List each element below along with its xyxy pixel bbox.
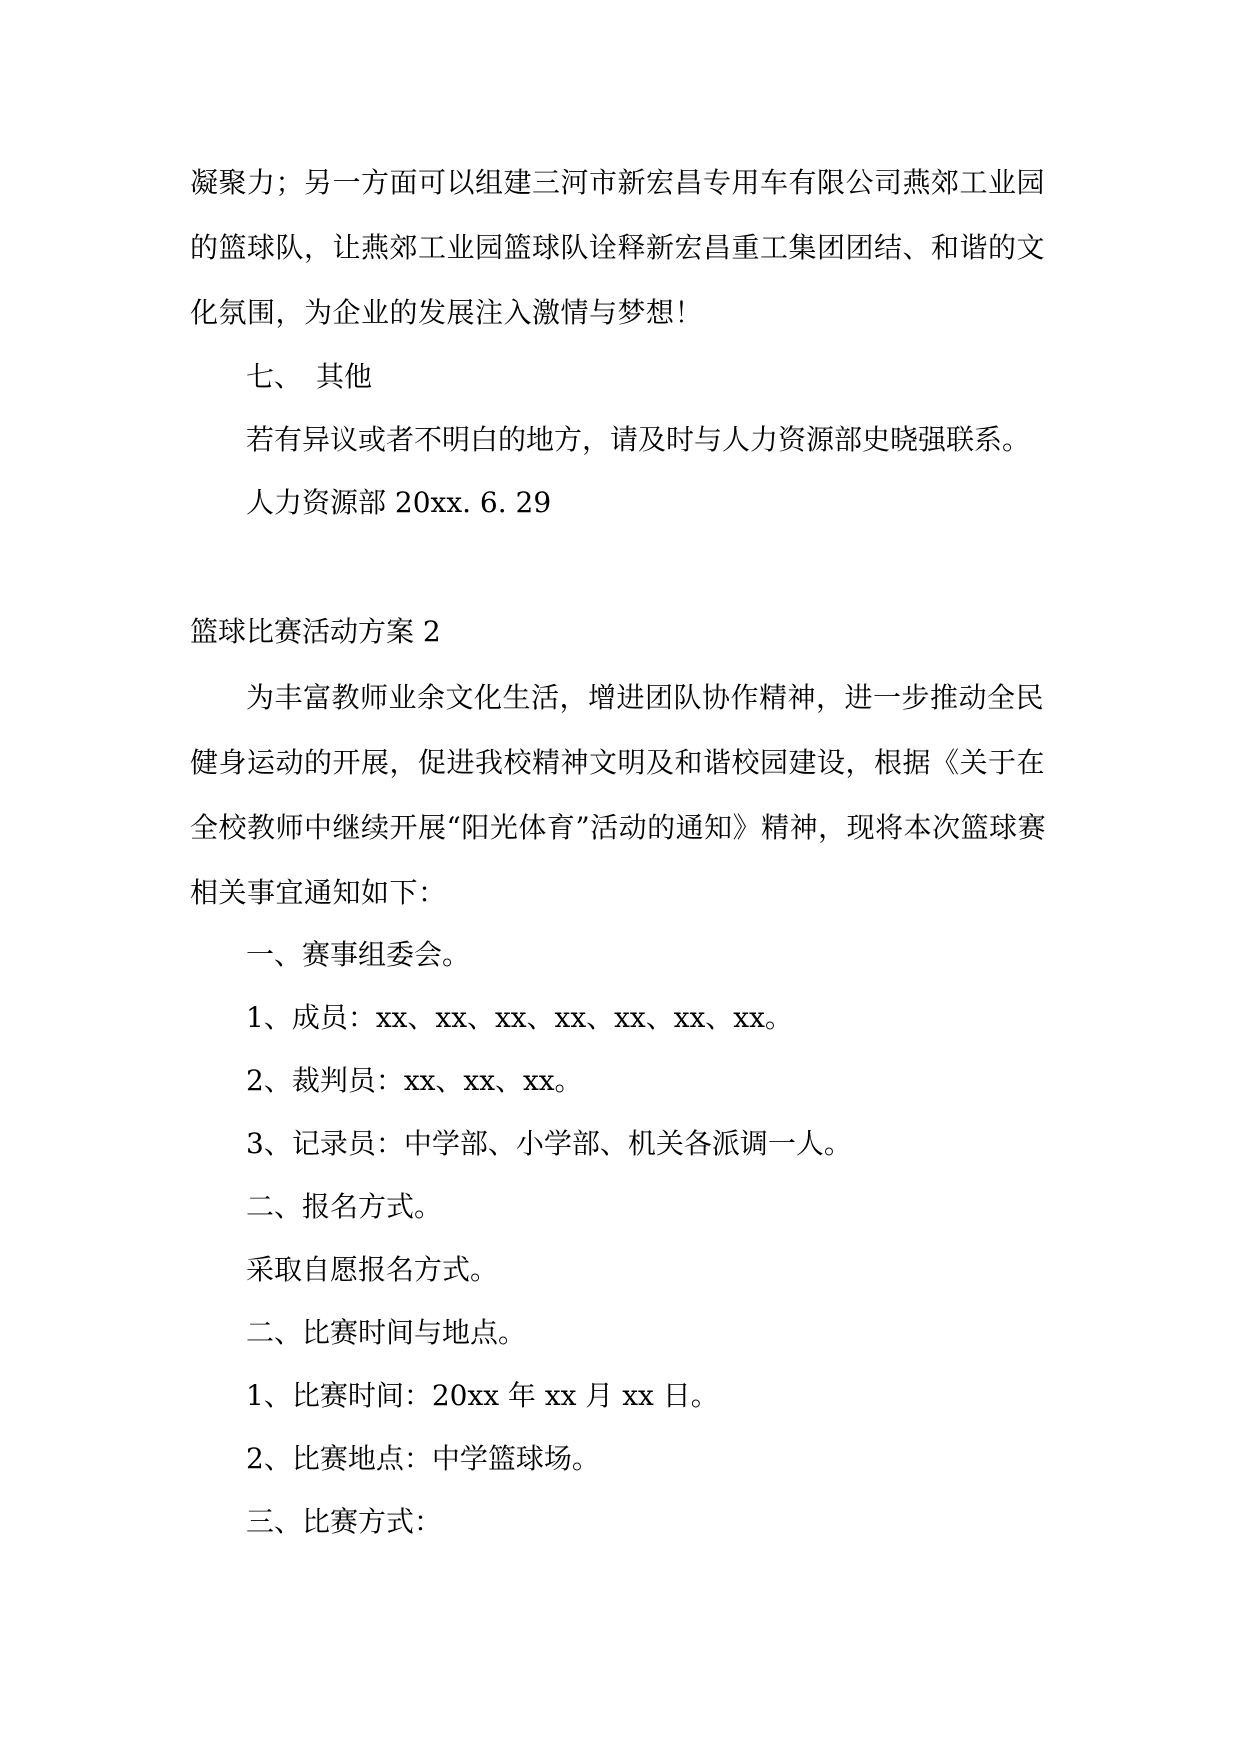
list-item: 3、记录员：中学部、小学部、机关各派调一人。 xyxy=(246,1127,852,1160)
contact-note: 若有异议或者不明白的地方，请及时与人力资源部史晓强联系。 xyxy=(246,423,1031,456)
list-item: 采取自愿报名方式。 xyxy=(246,1253,499,1286)
list-item: 二、比赛时间与地点。 xyxy=(246,1316,527,1349)
signature: 人力资源部 20xx. 6. 29 xyxy=(246,486,552,519)
list-item: 2、比赛地点：中学篮球场。 xyxy=(246,1442,600,1475)
intro-paragraph: 为丰富教师业余文化生活，增进团队协作精神，进一步推动全民健身运动的开展，促进我校精神文明及和谐校园建设，根据《关于在全校教师中继续开展“阳光体育”活动的通知》精神，现将本次篮球赛相关事宜通知如下： xyxy=(190,681,1047,909)
list-item: 2、裁判员：xx、xx、xx。 xyxy=(246,1064,583,1097)
list-item: 1、比赛时间：20xx 年 xx 月 xx 日。 xyxy=(246,1379,719,1412)
list-item: 一、赛事组委会。 xyxy=(246,938,471,971)
list-item: 1、成员：xx、xx、xx、xx、xx、xx、xx。 xyxy=(246,1001,793,1034)
section-heading-other: 七、 其他 xyxy=(246,360,373,393)
document-title: 篮球比赛活动方案 2 xyxy=(190,615,441,648)
paragraph-continuation: 凝聚力；另一方面可以组建三河市新宏昌专用车有限公司燕郊工业园的篮球队，让燕郊工业园篮球队诠释新宏昌重工集团团结、和谐的文化氛围，为企业的发展注入激情与梦想！ xyxy=(190,166,1046,329)
list-item: 三、比赛方式： xyxy=(246,1505,443,1538)
list-item: 二、报名方式。 xyxy=(246,1190,443,1223)
